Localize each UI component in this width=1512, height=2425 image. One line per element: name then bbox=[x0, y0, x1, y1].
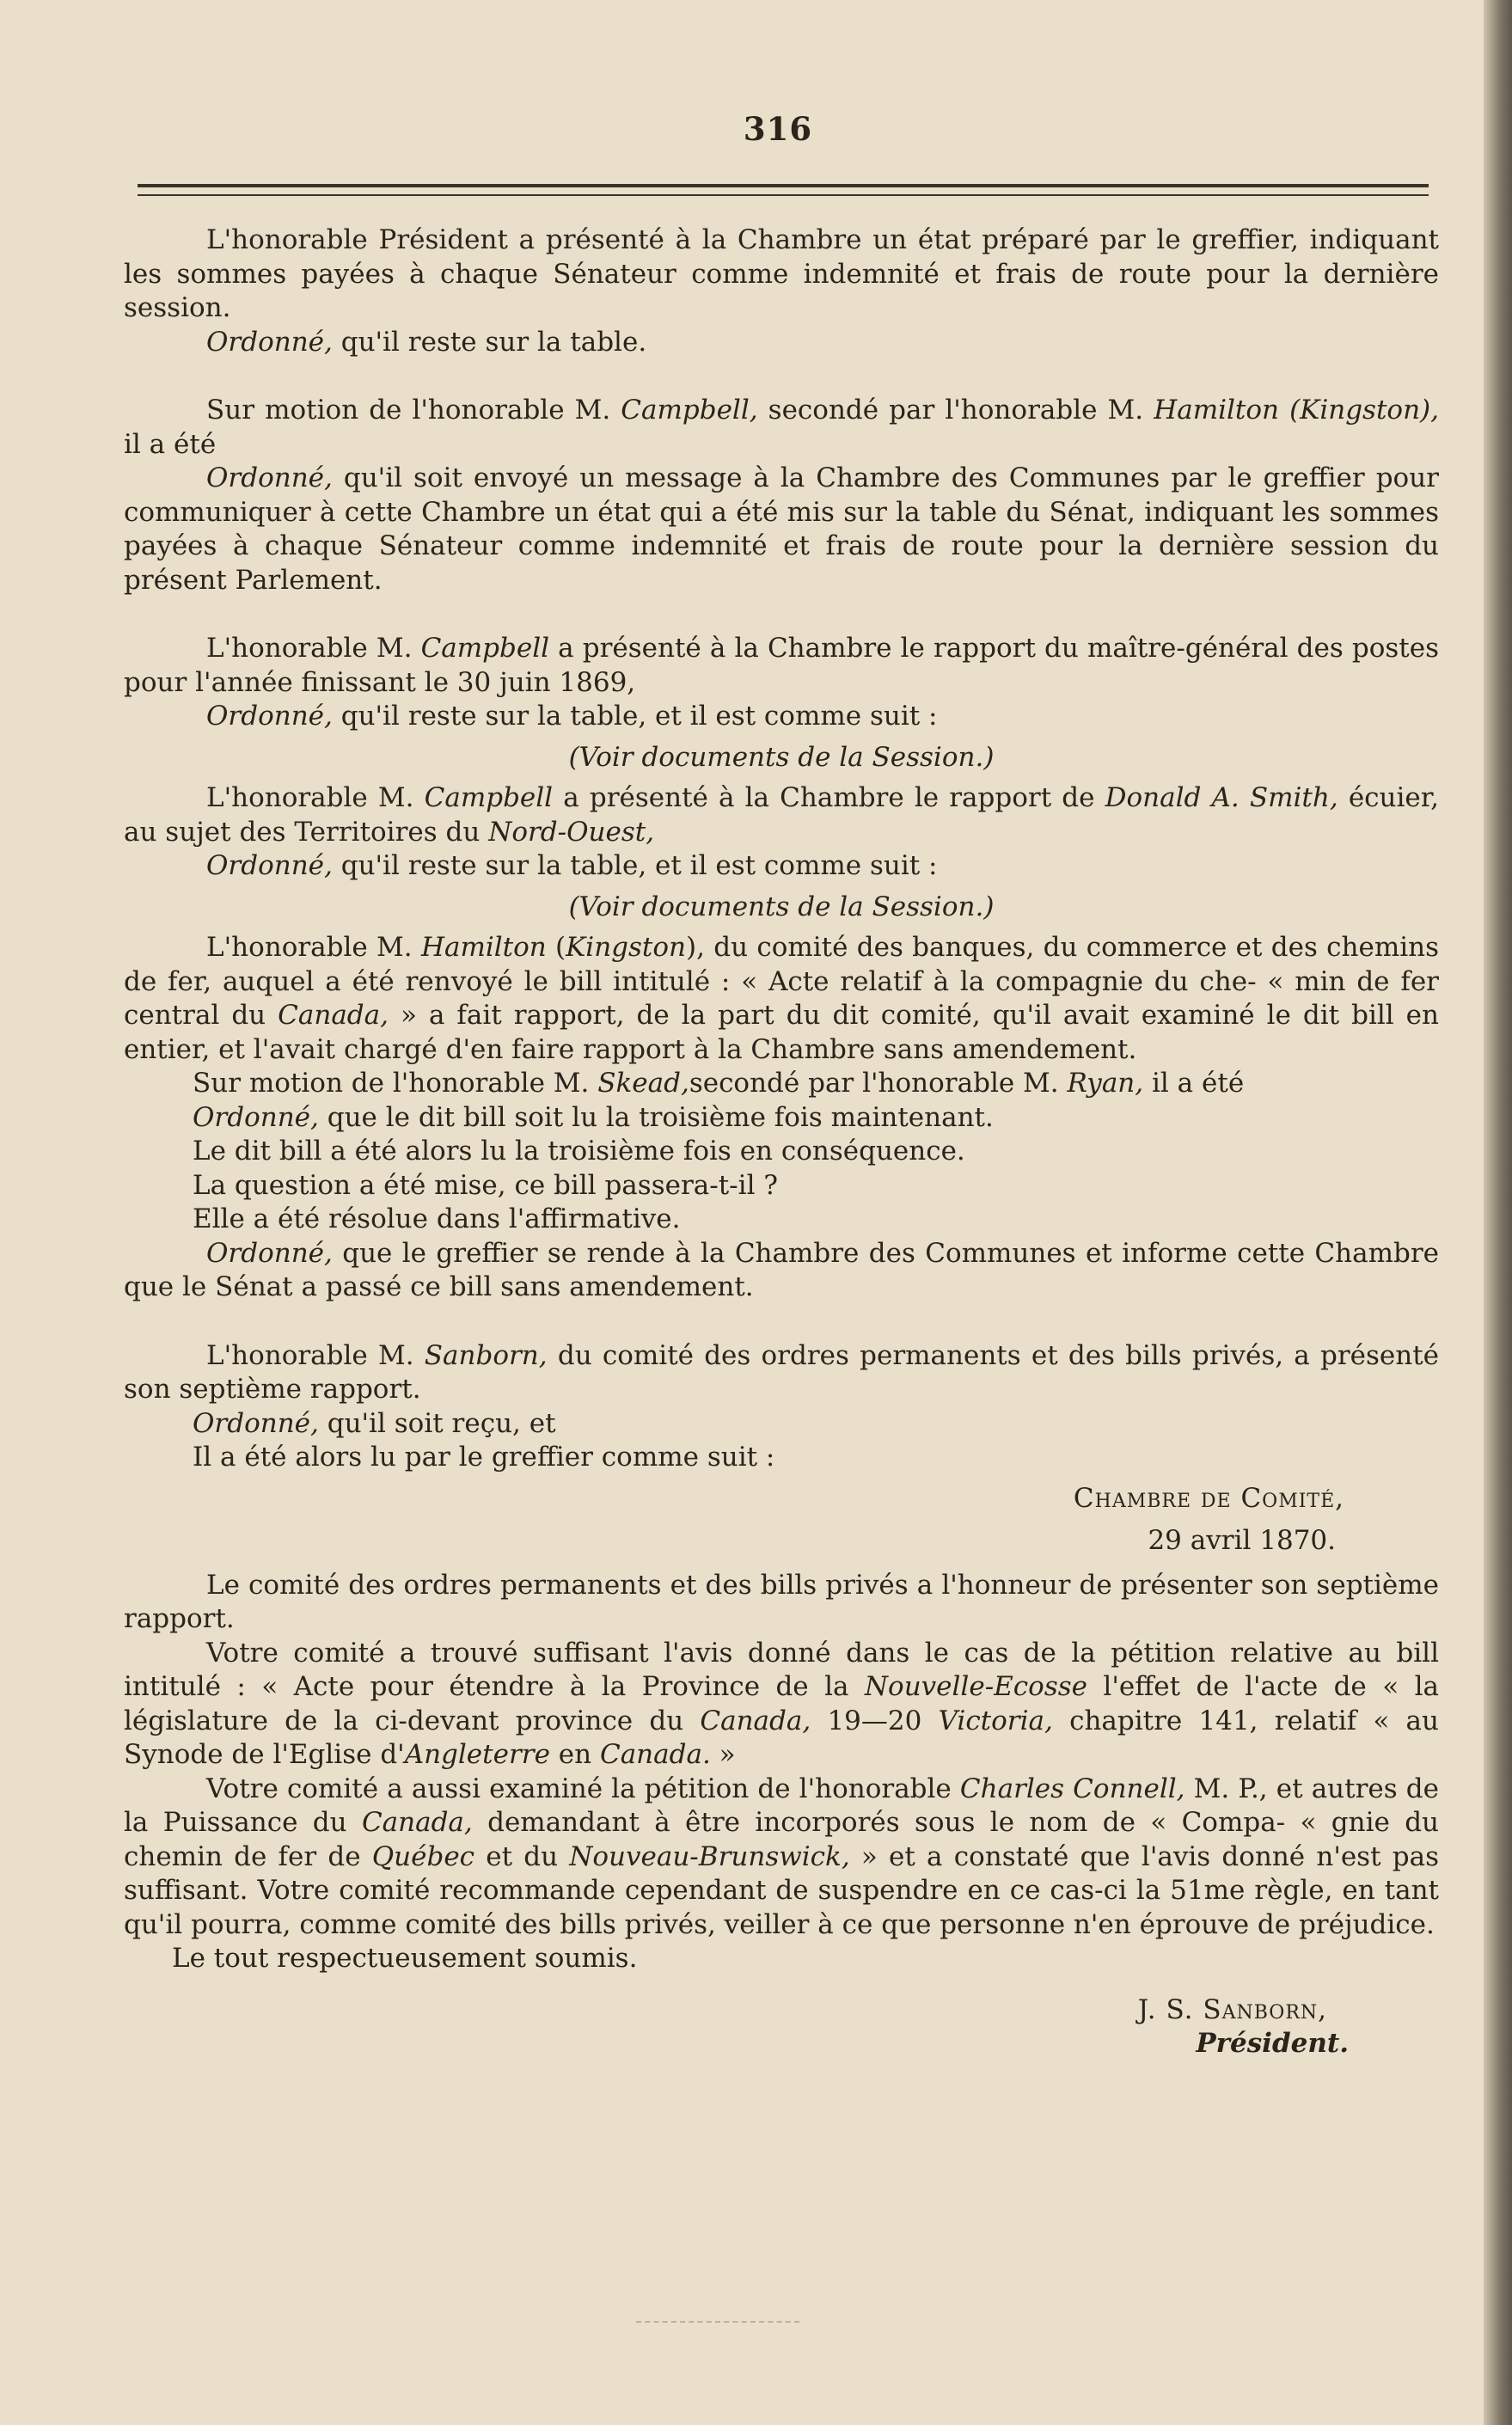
name-campbell: Campbell bbox=[420, 633, 550, 664]
paragraph-ordonne-message: Ordonné, qu'il soit envoyé un message à la Chambre des Communes par le greffier pour communiquer à cette Chambre un état qui a été mis sur la table du Sénat, indiquant les sommes payées à chaque Sénateur comme indemnité et frais de route pour la dernière session du présent Parlement. bbox=[124, 462, 1439, 596]
paragraph-affirmative: Elle a été résolue dans l'affirmative. bbox=[193, 1203, 681, 1234]
place-canada: Canada. bbox=[599, 1739, 711, 1770]
name-smith: Donald A. Smith, bbox=[1105, 782, 1338, 813]
ordonne-label: Ordonné, bbox=[206, 850, 333, 881]
name-campbell: Campbell, bbox=[621, 395, 758, 426]
paragraph-comite-banques: L'honorable M. Hamilton (Kingston), du comité des banques, du commerce et des chemins de fer, auquel a été renvoyé le bill intitulé : « Acte relatif à la compagnie du che- « min de fer central du Canada, » a fait rapport, de la part du dit comité, qu'il avait examiné le dit bill en entier, et l'avait chargé d'en faire rapport à la Chambre sans amendement. bbox=[124, 932, 1439, 1065]
paragraph-ordonne-greffier: Ordonné, que le greffier se rende à la Chambre des Communes et informe cette Chambre que le Sénat a passé ce bill sans amendement. bbox=[124, 1237, 1439, 1302]
paragraph-bill-lu: Le dit bill a été alors lu la troisième fois en conséquence. bbox=[193, 1136, 965, 1167]
paragraph-sanborn-rapport: L'honorable M. Sanborn, du comité des ordres permanents et des bills privés, a présenté son septième rapport. bbox=[124, 1339, 1440, 1405]
paragraph-motion-campbell: Sur motion de l'honorable M. Campbell, secondé par l'honorable M. Hamilton (Kingston), il a été bbox=[124, 395, 1439, 460]
report-paragraph-2: Votre comité a trouvé suffisant l'avis donné dans le cas de la pétition relative au bill intitulé : « Acte pour étendre à la Province de la Nouvelle-Ecosse l'effet de l'acte de « la législature de la ci-devant province du Canada, 19—20 Victoria, chapitre 141, relatif « au Synode de l'Eglise d'Angleterre en Canada. » bbox=[124, 1637, 1439, 1770]
report-closing: Le tout respectueusement soumis. bbox=[172, 1943, 638, 1974]
name-sanborn: Sanborn, bbox=[424, 1339, 548, 1371]
report-paragraph-3: Votre comité a aussi examiné la pétition de l'honorable Charles Connell, M. P., et autres de la Puissance du Canada, demandant à être incorporés sous le nom de « Compa- « gnie du chemin de fer de Québec et du Nouveau-Brunswick, » et a constaté que l'avis donné n'est pas suffisant. Votre comité recommande cependant de suspendre en ce cas-ci la 51me règle, en tant qu'il pourra, comme comité des bills privés, veiller à ce que personne n'en éprouve de préjudice. bbox=[124, 1773, 1440, 1940]
name-hamilton: Hamilton bbox=[420, 932, 547, 963]
paragraph-question: La question a été mise, ce bill passera-t-il ? bbox=[193, 1169, 778, 1201]
place-canada: Canada, bbox=[278, 1000, 389, 1031]
signature-title: Président. bbox=[1196, 2028, 1349, 2059]
page-number: 316 bbox=[743, 110, 813, 148]
place-angleterre: Angleterre bbox=[404, 1739, 550, 1770]
name-campbell: Campbell bbox=[424, 782, 554, 813]
paragraph-rapport-postes: L'honorable M. Campbell a présenté à la Chambre le rapport du maître-général des postes pour l'année finissant le 30 juin 1869, bbox=[124, 633, 1439, 698]
page-edge-shadow bbox=[1484, 0, 1512, 2425]
place-canada: Canada, bbox=[361, 1807, 473, 1838]
signature-name: J. S. Sanborn, bbox=[1137, 1993, 1327, 2025]
name-hamilton: Hamilton (Kingston), bbox=[1154, 395, 1439, 426]
paragraph-rapport-smith: L'honorable M. Campbell a présenté à la Chambre le rapport de Donald A. Smith, écuier, au sujet des Territoires du Nord-Ouest, bbox=[124, 782, 1440, 848]
paragraph-lu-greffier: Il a été alors lu par le greffier comme suit : bbox=[193, 1442, 775, 1473]
place-canada: Canada, bbox=[700, 1705, 811, 1736]
place-nord-ouest: Nord-Ouest, bbox=[488, 816, 655, 848]
ordonne-label: Ordonné, bbox=[206, 462, 333, 493]
paragraph-ordonne-recu: Ordonné, qu'il soit reçu, et bbox=[193, 1407, 556, 1439]
report-paragraph-1: Le comité des ordres permanents et des bills privés a l'honneur de présenter son septième rapport. bbox=[124, 1569, 1439, 1634]
paragraph-motion-skead: Sur motion de l'honorable M. Skead,secondé par l'honorable M. Ryan, il a été bbox=[193, 1068, 1245, 1099]
paragraph-ordonne-troisieme: Ordonné, que le dit bill soit lu la troisième fois maintenant. bbox=[193, 1101, 994, 1133]
voir-documents-2: (Voir documents de la Session.) bbox=[568, 891, 995, 922]
ordonne-label: Ordonné, bbox=[206, 1237, 333, 1269]
voir-documents-1: (Voir documents de la Session.) bbox=[568, 741, 995, 773]
ordonne-label: Ordonné, bbox=[206, 326, 333, 358]
place-kingston: Kingston bbox=[566, 932, 687, 963]
name-skead: Skead, bbox=[597, 1068, 689, 1099]
place-quebec: Québec bbox=[371, 1840, 475, 1872]
name-ryan: Ryan, bbox=[1067, 1068, 1144, 1099]
place-nouveau-brunswick: Nouveau-Brunswick, bbox=[569, 1840, 850, 1872]
name-connell: Charles Connell, bbox=[959, 1773, 1185, 1804]
body-text bbox=[124, 224, 1439, 2061]
header-rule-thick bbox=[138, 184, 1429, 187]
ordonne-label: Ordonné, bbox=[193, 1101, 319, 1133]
paragraph-ordonne-table-2: Ordonné, qu'il reste sur la table, et il est comme suit : bbox=[206, 701, 938, 732]
report-date: 29 avril 1870. bbox=[1148, 1525, 1336, 1556]
ordonne-label: Ordonné, bbox=[193, 1407, 319, 1439]
place-nouvelle-ecosse: Nouvelle-Ecosse bbox=[864, 1671, 1087, 1702]
ref-victoria: Victoria, bbox=[938, 1705, 1053, 1736]
paragraph-etat-indemnite: L'honorable Président a présenté à la Chambre un état préparé par le greffier, indiquant les sommes payées à chaque Sénateur comme indemnité et frais de route pour la dernière session. bbox=[124, 224, 1439, 323]
footer-dash-rule bbox=[636, 2321, 799, 2323]
paragraph-ordonne-table-1: Ordonné, qu'il reste sur la table. bbox=[206, 326, 647, 358]
paragraph-ordonne-table-3: Ordonné, qu'il reste sur la table, et il est comme suit : bbox=[206, 850, 938, 881]
header-rule-thin bbox=[138, 194, 1429, 196]
chambre-de-comite: Chambre de Comité, bbox=[1073, 1482, 1344, 1514]
ordonne-label: Ordonné, bbox=[206, 701, 333, 732]
